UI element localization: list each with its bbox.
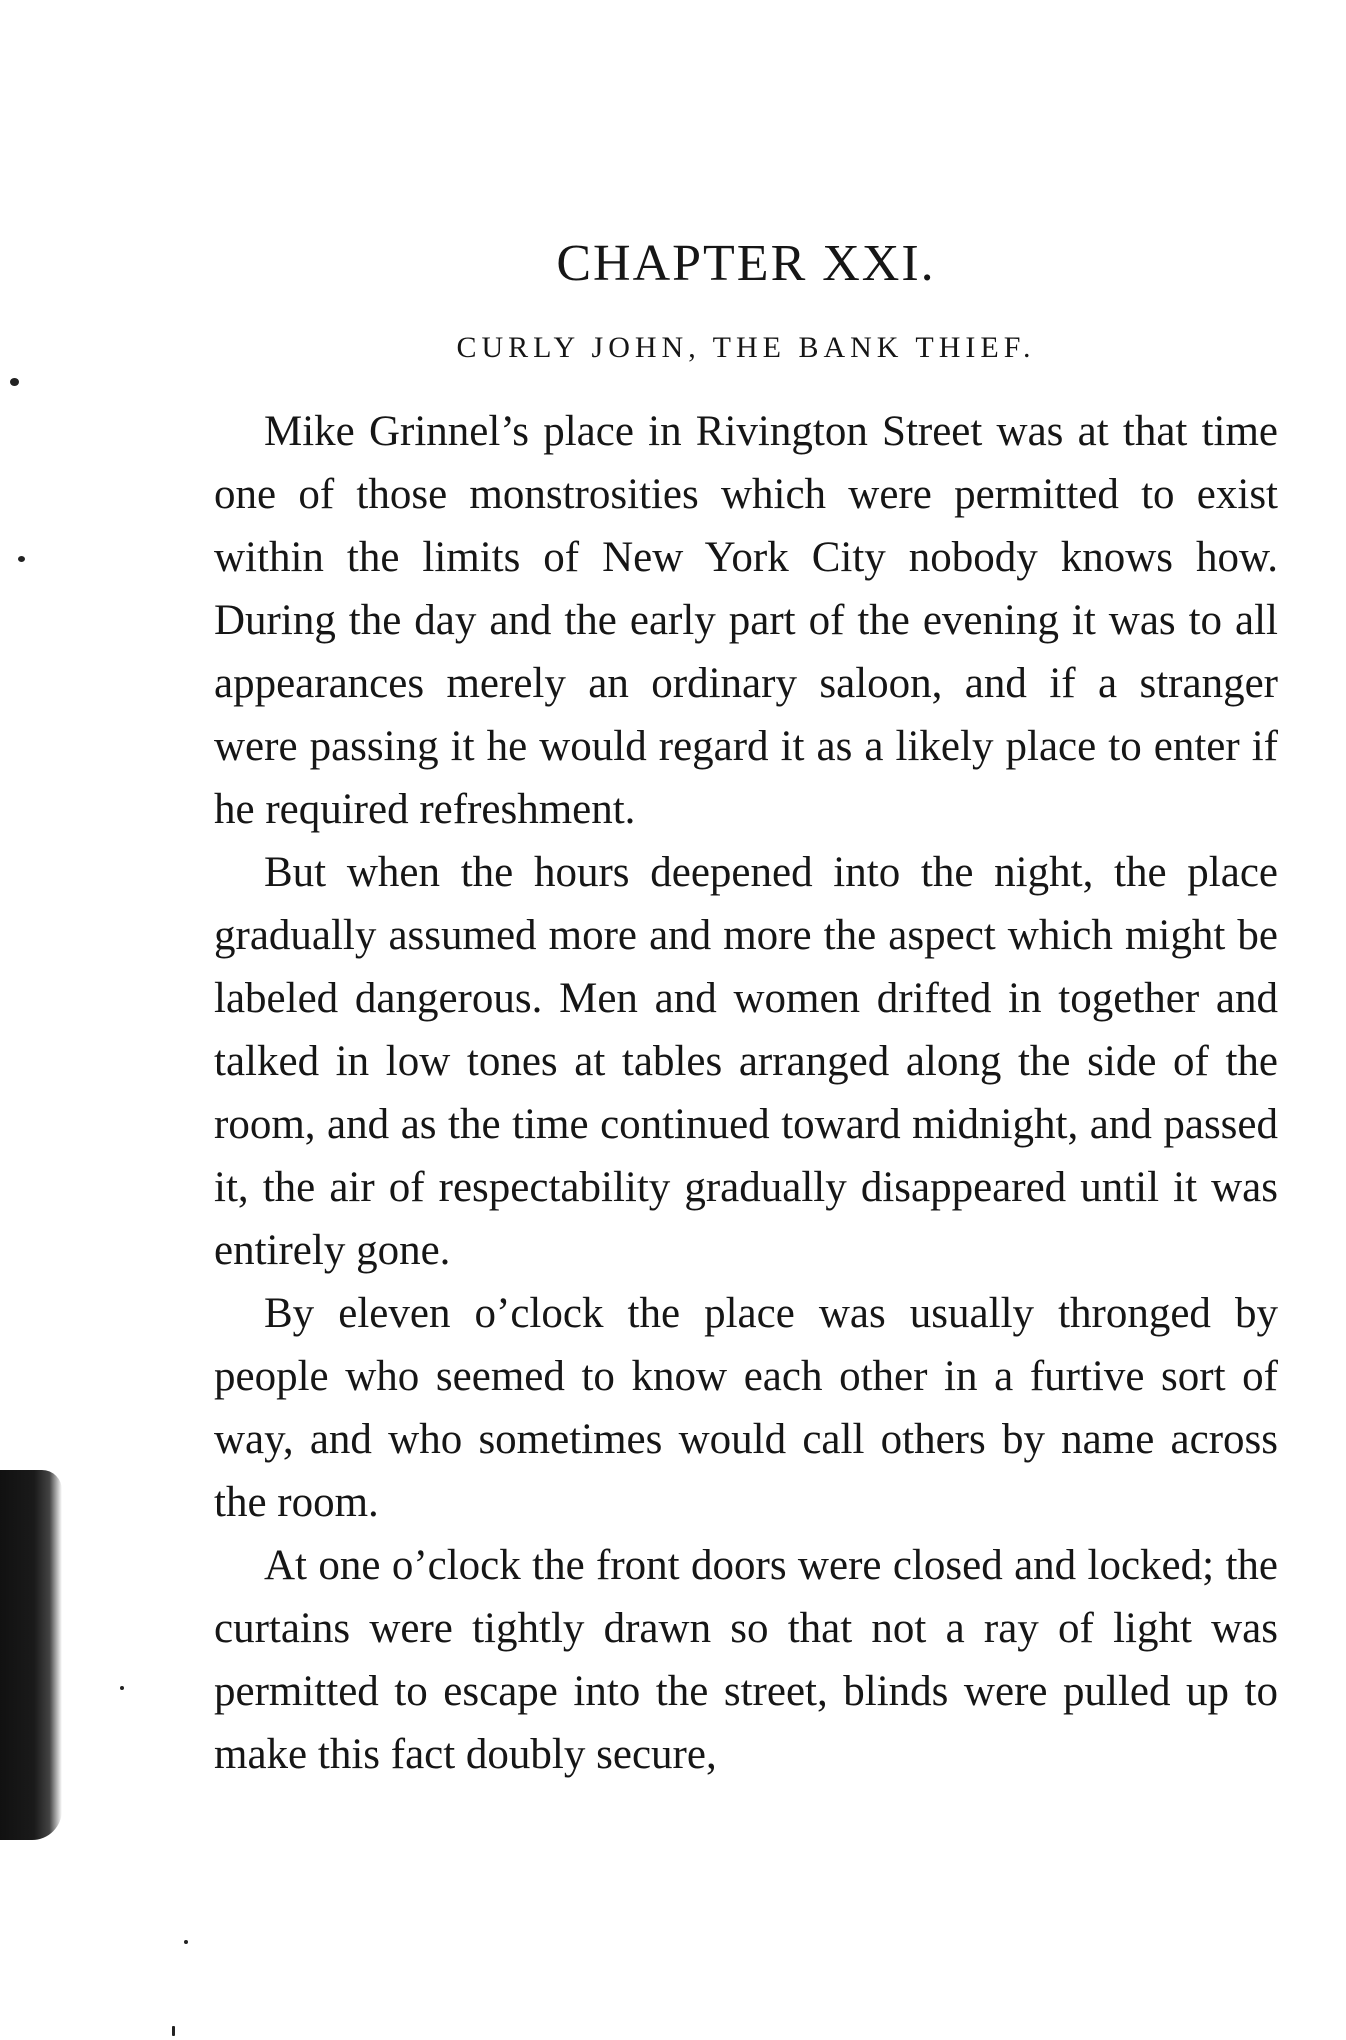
scan-edge-shadow [0, 1470, 62, 1840]
paragraph: At one o’clock the front doors were closed and locked; the curtains were tightly drawn so that not a ray of light was permitted to escape into the street, blinds were pulled up to make this fact doubly secure, [214, 1542, 1278, 1778]
chapter-subtitle: CURLY JOHN, THE BANK THIEF. [456, 331, 1036, 364]
paragraph: But when the hours deepened into the night, the place gradually assumed more and more the aspect which might be labeled dangerous. Men and women drifted in together and talked in low tones at tables arranged along the side of the room, and as the time continued toward midnight, and passed it, the air of respectability gradually disappeared until it was entirely gone. [214, 849, 1278, 1274]
scan-speck [10, 378, 19, 386]
body-text [214, 400, 1278, 1786]
paragraph: By eleven o’clock the place was usually thronged by people who seemed to know each other in a furtive sort of way, and who sometimes would call others by name across the room. [214, 1290, 1278, 1526]
paragraph: Mike Grinnel’s place in Rivington Street was at that time one of those monstrosities which were permitted to exist within the limits of New York City nobody knows how. During the day and the early part of the evening it was to all appearances merely an ordinary saloon, and if a stranger were passing it he would regard it as a likely place to enter if he required refreshment. [214, 408, 1278, 833]
scan-speck [18, 556, 25, 562]
scan-speck [172, 2026, 175, 2036]
scan-speck [120, 1686, 124, 1690]
chapter-title: CHAPTER XXI. [556, 235, 936, 292]
scan-speck [184, 1940, 188, 1944]
